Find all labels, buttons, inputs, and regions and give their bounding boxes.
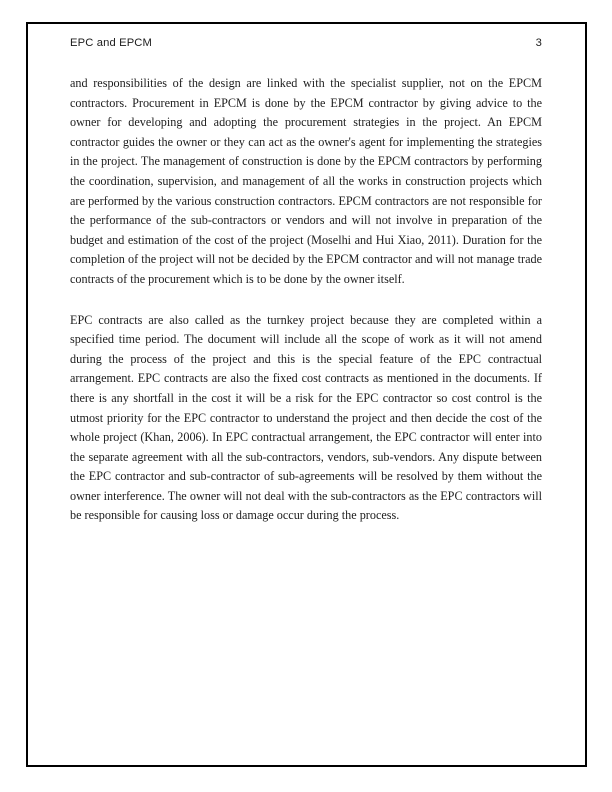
page-content xyxy=(70,30,542,526)
body-paragraph-2: EPC contracts are also called as the turnkey project because they are completed within a specified time period. The document will include all the scope of work as it will not amend during the process of the project and this is the special feature of the EPC contractual arrangement. EPC contracts are also the fixed cost contracts as mentioned in the documents. If there is any shortfall in the cost it will be a risk for the EPC contractor so cost control is the utmost priority for the EPC contractor to understand the project and then decide the cost of the whole project (Khan, 2006). In EPC contractual arrangement, the EPC contractor will enter into the separate agreement with all the sub-contractors, vendors, sub-vendors. Any dispute between the EPC contractor and sub-contractor of sub-agreements will be resolved by them without the owner interference. The owner will not deal with the sub-contractors as the EPC contractors will be responsible for causing loss or damage occur during the process. xyxy=(70,312,542,523)
header-title: EPC and EPCM xyxy=(70,37,153,49)
running-header xyxy=(70,30,542,58)
body-paragraph-1: and responsibilities of the design are linked with the specialist supplier, not on the EPCM contractors. Procurement in EPCM is done by the EPCM contractor by giving advice to the owner for developing and adopting the procurement strategies in the project. An EPCM contractor guides the owner or they can act as the owner's agent for implementing the strategies in the project. The management of construction is done by the EPCM contractors by performing the coordination, supervision, and management of all the works in construction projects which are performed by the various construction contractors. EPCM contractors are not responsible for the performance of the sub-contractors or vendors and will not involve in preparation of the budget and estimation of the cost of the project (Moselhi and Hui Xiao, 2011). Duration for the completion of the project will not be decided by the EPCM contractor and will not manage trade contracts of the procurement which is to be done by the owner itself. xyxy=(70,76,542,286)
body-copy xyxy=(70,74,542,526)
page-number: 3 xyxy=(535,37,542,49)
